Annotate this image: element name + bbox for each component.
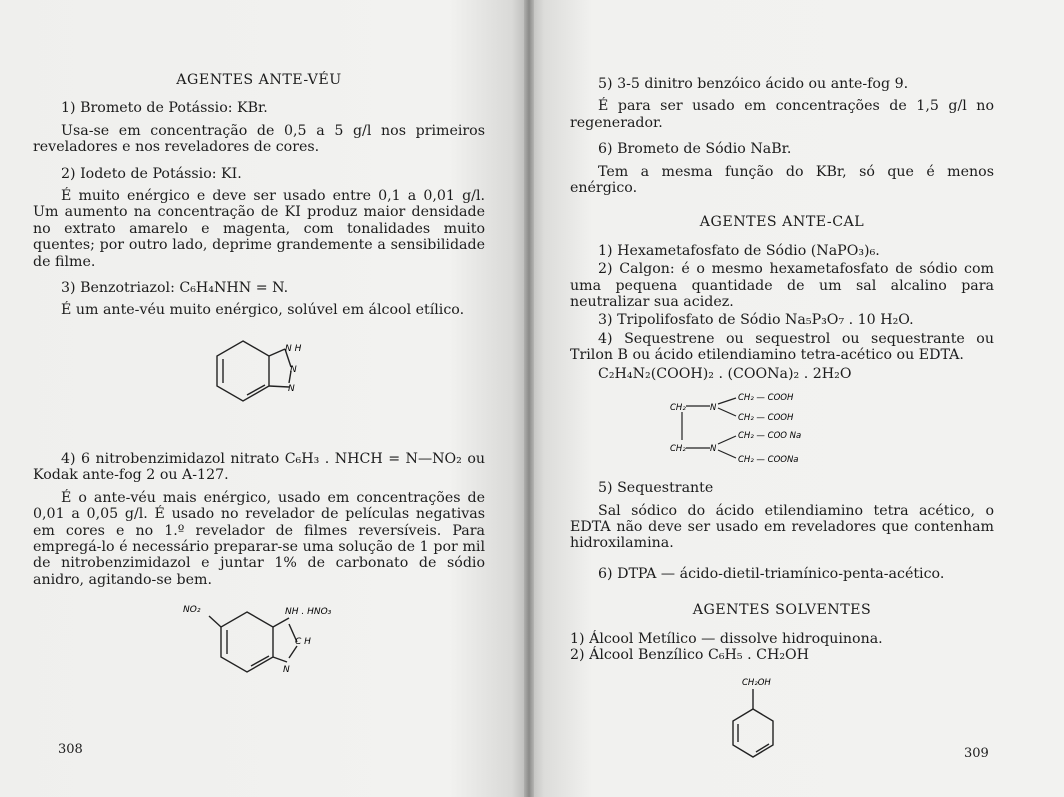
item-number: 4) — [61, 450, 76, 467]
item-number: 6) — [598, 565, 613, 582]
edta-svg — [570, 388, 994, 480]
ch-label: C H — [295, 637, 311, 648]
item-text: Usa-se em concentração de 0,5 a 5 g/l nos primeiros reveladores e nos reveladores de cores. — [33, 122, 485, 156]
ch2oh-label: CH₂OH — [742, 678, 771, 689]
item-text: Tem a mesma função do KBr, só que é menos enérgico. — [570, 163, 994, 197]
item-kbr — [33, 100, 485, 155]
left-page — [0, 0, 528, 797]
left-column — [33, 72, 485, 698]
edta-label: N — [710, 403, 717, 414]
heading-ante-cal: AGENTES ANTE-CAL — [699, 214, 865, 231]
item-number: 2) — [598, 261, 613, 278]
edta-label: CH₂ — COO Na — [738, 431, 802, 442]
item-number: 1) — [570, 630, 585, 647]
item-number: 6) — [598, 141, 613, 158]
item-number: 3) — [598, 312, 613, 329]
item-text: Sal sódico do ácido etilendiamino tetra acético, o EDTA não deve ser usado em reveladores que contenham hidroxilamina. — [570, 502, 994, 552]
edta-label: CH₂ — COOH — [738, 413, 794, 424]
item-number: 2) — [61, 165, 76, 182]
page-number-left: 308 — [58, 742, 83, 757]
heading-ante-veu: AGENTES ANTE-VÉU — [176, 72, 342, 88]
item-dinitro — [570, 76, 994, 131]
n-label: N — [290, 364, 297, 375]
item-dtpa — [570, 566, 994, 582]
item-number: 2) — [570, 646, 585, 663]
benzyl-svg — [570, 669, 994, 769]
item-title: 6 nitrobenzimidazol nitrato C₆H₃ . NHCH = N—NO₂ ou Kodak ante-fog 2 ou A-127. — [33, 450, 486, 484]
edta-label: CH₂ — [670, 444, 686, 455]
item-number: 5) — [598, 480, 613, 497]
right-column — [570, 76, 994, 769]
edta-structure — [570, 388, 994, 480]
item-number: 1) — [598, 242, 613, 259]
item-nabr — [570, 141, 994, 196]
item-text: É um ante-véu muito enérgico, solúvel em álcool etílico. — [61, 302, 465, 319]
solventes-list — [570, 631, 994, 664]
item-number: 1) — [61, 100, 76, 117]
item-title: Iodeto de Potássio: KI. — [80, 165, 242, 182]
item-nitrobenzimidazol — [33, 451, 485, 588]
edta-label: CH₂ — [670, 403, 686, 414]
item-sequestrante — [570, 480, 994, 552]
item-text: Álcool Metílico — dissolve hidroquinona. — [589, 630, 883, 647]
book-gutter — [524, 0, 534, 797]
n-label: N — [288, 383, 295, 394]
item-number: 3) — [61, 280, 76, 297]
nitrobenzimidazole-structure — [33, 598, 485, 698]
item-text: Álcool Benzílico C₆H₅ . CH₂OH — [589, 646, 810, 663]
edta-label: CH₂ — COOH — [738, 393, 794, 404]
edta-formula: C₂H₄N₂(COOH)₂ . (COONa)₂ . 2H₂O — [598, 365, 852, 382]
item-text: Tripolifosfato de Sódio Na₅P₃O₇ . 10 H₂O. — [617, 312, 914, 329]
nitrobenzimidazole-svg — [33, 598, 485, 698]
benzyl-alcohol-structure — [570, 669, 994, 769]
item-number: 4) — [598, 330, 613, 347]
item-ki — [33, 166, 485, 270]
item-text: É muito enérgico e deve ser usado entre 0,1 a 0,01 g/l. Um aumento na concentração de KI produz maior densidade no extrato amarelo e magenta, com tonalidades muito quentes; por outro lado, deprime grandemente a sensibilidade de filme. — [33, 188, 485, 270]
item-text: É para ser usado em concentrações de 1,5 g/l no regenerador. — [570, 98, 994, 131]
nh-label: N H — [285, 343, 302, 354]
item-title: 3-5 dinitro benzóico ácido ou ante-fog 9. — [617, 76, 909, 92]
edta-label: CH₂ — COONa — [738, 455, 799, 466]
benzotriazole-structure — [33, 329, 485, 451]
n-label: N — [283, 665, 290, 676]
item-number: 5) — [598, 76, 613, 92]
item-title: Benzotriazol: C₆H₄NHN = N. — [80, 280, 289, 297]
right-page — [528, 0, 1064, 797]
item-text: Sequestrene ou sequestrol ou sequestrante ou Trilon B ou ácido etilendiamino tetra-acético ou EDTA. — [570, 330, 994, 364]
item-title: Sequestrante — [617, 480, 714, 497]
nh-hno3-label: NH . HNO₃ — [285, 607, 332, 618]
item-title: DTPA — ácido-dietil-triamínico-penta-acético. — [617, 565, 945, 582]
heading-solventes: AGENTES SOLVENTES — [692, 602, 872, 619]
item-text: Hexametafosfato de Sódio (NaPO₃)₆. — [617, 242, 880, 259]
item-benzotriazol — [33, 280, 485, 319]
ante-cal-list — [570, 243, 994, 382]
edta-label: N — [710, 444, 717, 455]
item-text: Calgon: é o mesmo hexametafosfato de sódio com uma pequena quantidade de um sal alcalino para neutralizar sua acidez. — [570, 261, 994, 311]
benzotriazole-svg — [33, 329, 485, 451]
item-text: É o ante-véu mais enérgico, usado em concentrações de 0,01 a 0,05 g/l. É usado no revelador de películas negativas em cores e no 1.º revelador de filmes reversíveis. Para empregá-lo é necessário preparar-se uma solução de 1 por mil de nitrobenzimidazol e juntar 1% de carbonato de sódio anidro, agitando-se bem. — [33, 489, 485, 588]
item-title: Brometo de Potássio: KBr. — [80, 100, 268, 117]
item-title: Brometo de Sódio NaBr. — [617, 141, 792, 158]
no2-label: NO₂ — [183, 605, 201, 616]
page-number-right: 309 — [964, 746, 989, 761]
